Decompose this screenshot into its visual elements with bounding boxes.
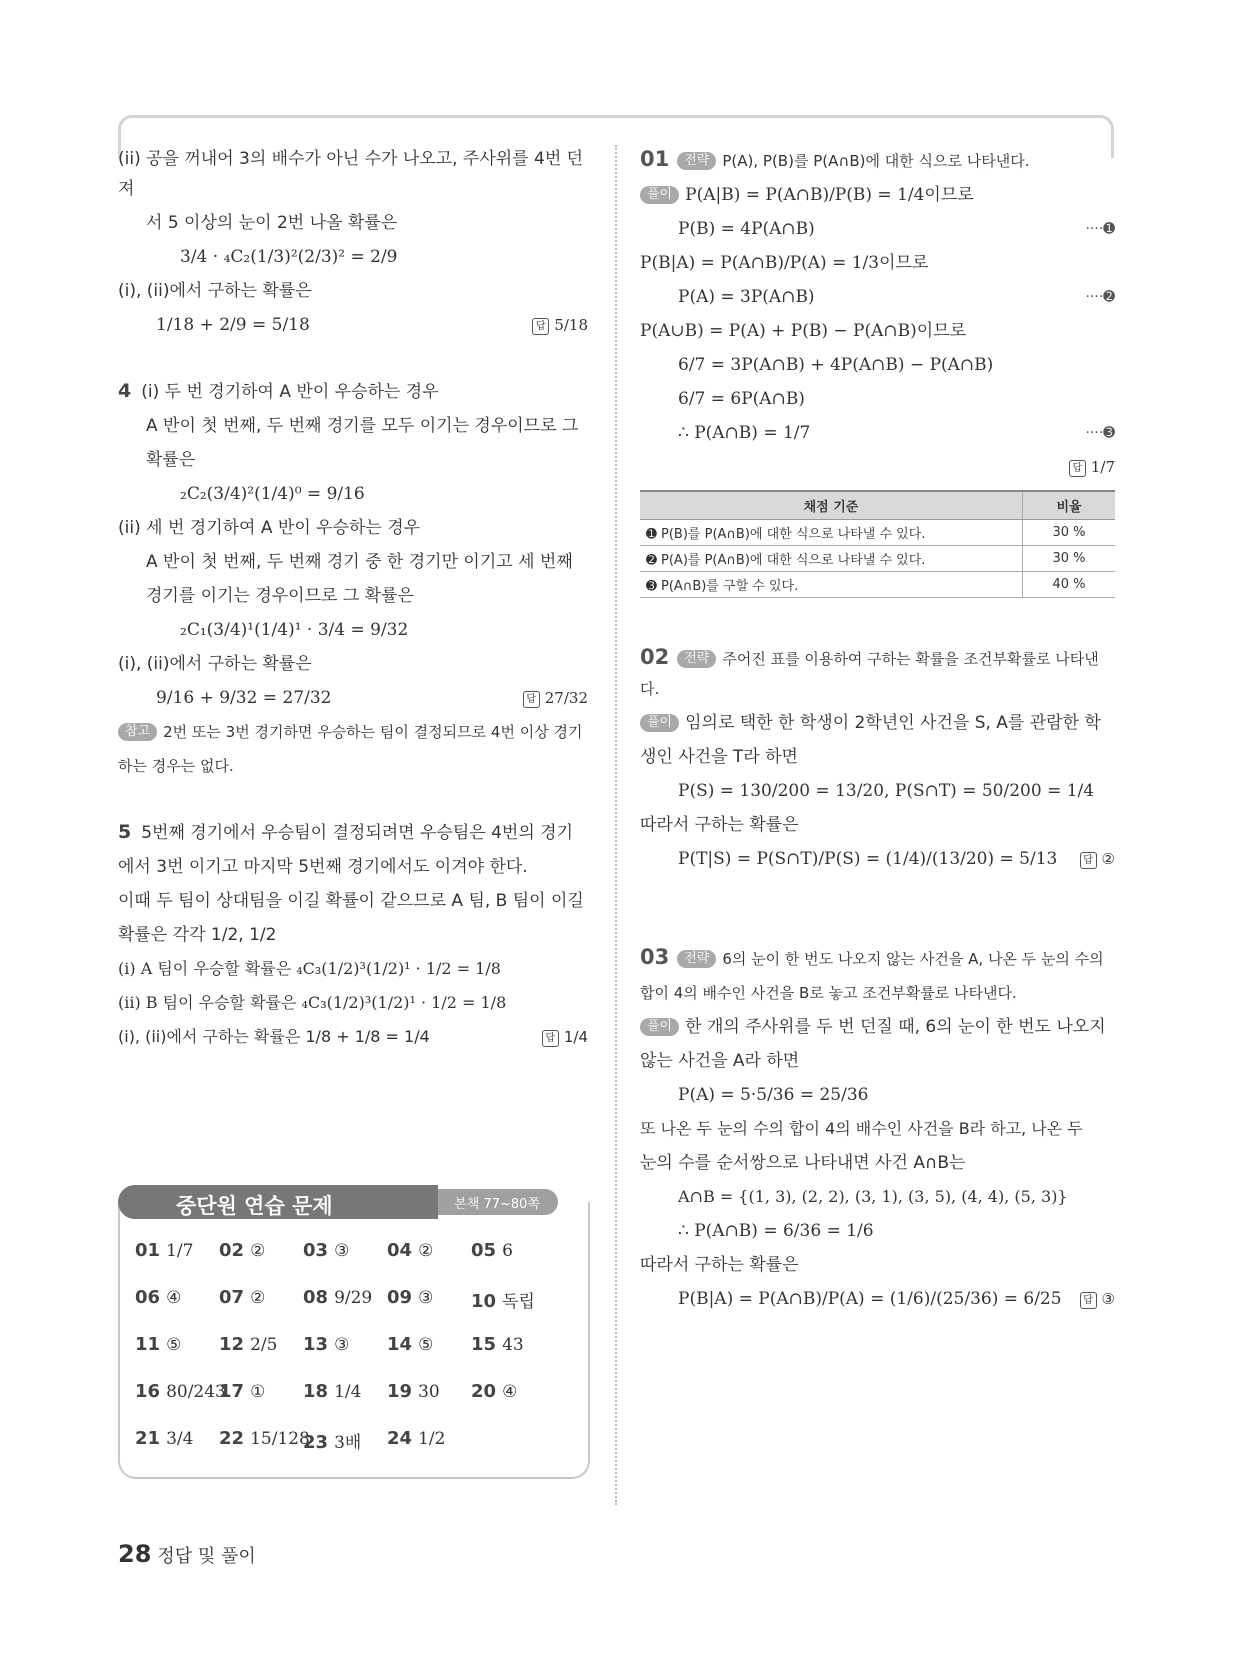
table-cell: ➌ P(A∩B)를 구할 수 있다. <box>640 572 1023 598</box>
formula-text: (i), (ii)에서 구하는 확률은 1/8 + 1/8 = 1/4 <box>118 1027 430 1046</box>
practice-answer-item <box>219 1334 305 1355</box>
practice-answer-item <box>471 1287 557 1312</box>
problem-number: 4 <box>118 380 132 402</box>
practice-item-number: 02 <box>219 1240 245 1261</box>
practice-item-answer: ① <box>250 1382 266 1402</box>
left-column <box>118 140 588 1056</box>
text-line: 에서 3번 이기고 마지막 5번째 경기에서도 이겨야 한다. <box>118 857 528 877</box>
practice-answer-item <box>303 1334 389 1355</box>
formula-text: P(A|B) = P(A∩B)/P(B) = 1/4이므로 <box>685 185 974 205</box>
strategy-text: 주어진 표를 이용하여 구하는 확률을 조건부확률로 나타낸다. <box>640 650 1099 698</box>
practice-item-answer: ② <box>250 1288 266 1308</box>
formula <box>640 1284 1115 1314</box>
answer-mark-icon: 답 <box>1069 460 1086 477</box>
practice-title-bar <box>118 1185 438 1219</box>
answer <box>1080 844 1115 874</box>
practice-answer-item <box>303 1381 389 1402</box>
strategy-tag: 전략 <box>677 950 716 968</box>
practice-item-number: 08 <box>303 1287 329 1308</box>
practice-item-answer: 3배 <box>334 1433 362 1453</box>
text-content: 임의로 택한 한 학생이 2학년인 사건을 S, A를 관람한 학 <box>685 713 1101 733</box>
table-header: 비율 <box>1023 491 1116 520</box>
text-line <box>640 1012 1115 1042</box>
answer-mark-icon: 답 <box>1080 1292 1097 1309</box>
table-cell: 30 % <box>1023 546 1116 572</box>
practice-answer-item <box>219 1287 305 1308</box>
note <box>118 717 588 747</box>
formula: ₂C₁(3/4)¹(1/4)¹ · 3/4 = 9/32 <box>180 620 409 640</box>
strategy-tag: 전략 <box>677 152 716 170</box>
page-footer <box>118 1540 256 1568</box>
formula: A∩B = {(1, 3), (2, 2), (3, 1), (3, 5), (4, 4), (5, 3)} <box>678 1187 1068 1206</box>
text-line: 또 나온 두 눈의 수의 합이 4의 배수인 사건을 B라 하고, 나온 두 <box>640 1119 1083 1138</box>
strategy-text: 6의 눈이 한 번도 나오지 않는 사건을 A, 나온 두 눈의 수의 <box>722 950 1104 968</box>
practice-item-answer: 30 <box>418 1382 440 1402</box>
practice-answer-item <box>303 1428 389 1453</box>
practice-answer-item <box>219 1428 310 1449</box>
strategy-tag: 전략 <box>677 650 716 668</box>
practice-item-number: 23 <box>303 1432 329 1453</box>
practice-item-number: 04 <box>387 1240 413 1261</box>
table-cell: 40 % <box>1023 572 1116 598</box>
formula-text: 9/16 + 9/32 = 27/32 <box>156 688 332 708</box>
table-cell: ➋ P(A)를 P(A∩B)에 대한 식으로 나타낼 수 있다. <box>640 546 1023 572</box>
solution-tag: 풀이 <box>640 186 679 204</box>
practice-item-answer: ⑤ <box>418 1335 434 1355</box>
footer-label: 정답 및 풀이 <box>157 1546 256 1567</box>
practice-item-answer: ③ <box>418 1288 434 1308</box>
formula <box>640 180 1115 210</box>
practice-answer-item <box>219 1381 305 1402</box>
practice-item-answer: ③ <box>334 1335 350 1355</box>
practice-answer-item <box>471 1381 557 1402</box>
practice-answer-item <box>135 1428 221 1449</box>
table-row <box>640 572 1115 598</box>
answer <box>542 1022 588 1052</box>
practice-answer-item <box>303 1287 389 1308</box>
text-line: 따라서 구하는 확률은 <box>640 815 799 835</box>
practice-item-answer: ④ <box>502 1382 518 1402</box>
answer-value: 5/18 <box>554 316 588 334</box>
solution-tag: 풀이 <box>640 1018 679 1036</box>
text-line: 눈의 수를 순서쌍으로 나타내면 사건 A∩B는 <box>640 1153 966 1173</box>
formula <box>640 418 1115 448</box>
answer-value: 1/4 <box>563 1028 588 1046</box>
step-ref: ····➊ <box>1085 221 1115 237</box>
formula: 6/7 = 3P(A∩B) + 4P(A∩B) − P(A∩B) <box>678 355 994 375</box>
formula: P(B|A) = P(A∩B)/P(A) = 1/3이므로 <box>640 253 929 273</box>
text-line: (i), (ii)에서 구하는 확률은 <box>118 281 312 301</box>
formula <box>118 310 588 340</box>
practice-answer-item <box>135 1381 226 1402</box>
answer-mark-icon: 답 <box>1080 852 1097 869</box>
practice-header <box>118 1185 558 1219</box>
formula: 3/4 · ₄C₂(1/3)²(2/3)² = 2/9 <box>180 247 398 267</box>
text-line: 5번째 경기에서 우승팀이 결정되려면 우승팀은 4번의 경기 <box>141 823 573 843</box>
formula: P(A) = 5·5/36 = 25/36 <box>678 1085 869 1105</box>
practice-answer-item <box>387 1240 473 1261</box>
practice-item-number: 10 <box>471 1291 497 1312</box>
note-text: 하는 경우는 없다. <box>118 757 234 775</box>
practice-item-answer: 15/128 <box>250 1429 310 1449</box>
practice-item-number: 21 <box>135 1428 161 1449</box>
table-header: 채점 기준 <box>640 491 1023 520</box>
practice-item-answer: ⑤ <box>166 1335 182 1355</box>
practice-item-number: 05 <box>471 1240 497 1261</box>
practice-item-number: 14 <box>387 1334 413 1355</box>
answer <box>1069 452 1115 482</box>
practice-item-number: 17 <box>219 1381 245 1402</box>
table-row <box>640 546 1115 572</box>
practice-answer-item <box>135 1334 221 1355</box>
text-line: 확률은 각각 1/2, 1/2 <box>118 925 277 945</box>
practice-answer-item <box>387 1381 473 1402</box>
practice-item-number: 22 <box>219 1428 245 1449</box>
formula-text: P(T|S) = P(S∩T)/P(S) = (1/4)/(13/20) = 5/13 <box>678 849 1058 869</box>
practice-item-number: 09 <box>387 1287 413 1308</box>
strategy-text: 합이 4의 배수인 사건을 B로 놓고 조건부확률로 나타낸다. <box>640 984 1017 1002</box>
text-content: 한 개의 주사위를 두 번 던질 때, 6의 눈이 한 번도 나오지 <box>685 1017 1106 1037</box>
problem-4 <box>118 376 588 407</box>
practice-item-number: 01 <box>135 1240 161 1261</box>
answer <box>1080 1284 1115 1314</box>
practice-item-answer: 2/5 <box>250 1335 278 1355</box>
practice-answer-item <box>219 1240 305 1261</box>
answer-value: 1/7 <box>1090 458 1115 476</box>
practice-title: 중단원 연습 문제 <box>176 1194 333 1218</box>
text-line: 따라서 구하는 확률은 <box>640 1255 799 1275</box>
practice-ref: 본책 77~80쪽 <box>454 1197 540 1212</box>
practice-item-number: 13 <box>303 1334 329 1355</box>
formula: (i) A 팀이 우승할 확률은 ₄C₃(1/2)³(1/2)¹ · 1/2 = 1/8 <box>118 959 501 978</box>
answer-value: ③ <box>1101 1290 1115 1308</box>
practice-item-number: 15 <box>471 1334 497 1355</box>
formula-text: P(B|A) = P(A∩B)/P(A) = (1/6)/(25/36) = 6/25 <box>678 1289 1062 1309</box>
practice-answer-item <box>135 1240 221 1261</box>
formula-text: 1/18 + 2/9 = 5/18 <box>156 315 310 335</box>
note-tag: 참고 <box>118 723 157 741</box>
right-column <box>640 140 1115 1318</box>
practice-item-answer: ④ <box>166 1288 182 1308</box>
answer-mark-icon: 답 <box>542 1030 559 1047</box>
problem-number: 5 <box>118 821 132 843</box>
answer <box>532 310 588 340</box>
practice-item-number: 06 <box>135 1287 161 1308</box>
practice-item-answer: 1/2 <box>418 1429 446 1449</box>
text-line: 않는 사건을 A라 하면 <box>640 1051 800 1071</box>
text-line: A 반이 첫 번째, 두 번째 경기 중 한 경기만 이기고 세 번째 <box>146 552 573 572</box>
text-line: (ii) 세 번 경기하여 A 반이 우승하는 경우 <box>118 518 421 538</box>
problem-5 <box>118 817 588 848</box>
practice-item-number: 20 <box>471 1381 497 1402</box>
solution-01-header <box>640 144 1115 176</box>
strategy-text: P(A), P(B)를 P(A∩B)에 대한 식으로 나타낸다. <box>722 152 1030 170</box>
practice-item-number: 18 <box>303 1381 329 1402</box>
practice-item-number: 19 <box>387 1381 413 1402</box>
practice-item-answer: ② <box>250 1241 266 1261</box>
practice-answer-item <box>387 1334 473 1355</box>
formula: P(A∪B) = P(A) + P(B) − P(A∩B)이므로 <box>640 321 967 341</box>
formula: 6/7 = 6P(A∩B) <box>678 389 805 409</box>
solution-tag: 풀이 <box>640 714 679 732</box>
formula <box>640 282 1115 312</box>
question-number: 03 <box>640 945 670 969</box>
solution-02-header <box>640 642 1115 704</box>
text-line: 이때 두 팀이 상대팀을 이길 확률이 같으므로 A 팀, B 팀이 이길 <box>118 891 584 911</box>
practice-item-answer: 80/243 <box>166 1382 226 1402</box>
text-line: (i) 두 번 경기하여 A 반이 우승하는 경우 <box>141 382 439 402</box>
answer-value: 27/32 <box>544 689 588 707</box>
practice-answer-item <box>387 1428 473 1449</box>
step-ref: ····➋ <box>1085 289 1115 305</box>
text-line: 확률은 <box>146 450 196 470</box>
question-number: 01 <box>640 147 670 171</box>
formula: ₂C₂(3/4)²(1/4)⁰ = 9/16 <box>180 484 365 504</box>
note-text: 2번 또는 3번 경기하면 우승하는 팀이 결정되므로 4번 이상 경기 <box>163 723 583 741</box>
table-cell: ➊ P(B)를 P(A∩B)에 대한 식으로 나타낼 수 있다. <box>640 520 1023 546</box>
text-line: 서 5 이상의 눈이 2번 나올 확률은 <box>146 213 398 233</box>
text-line: A 반이 첫 번째, 두 번째 경기를 모두 이기는 경우이므로 그 <box>146 416 579 436</box>
practice-answer-item <box>387 1287 473 1308</box>
practice-item-number: 07 <box>219 1287 245 1308</box>
practice-answer-item <box>471 1240 557 1261</box>
practice-item-number: 12 <box>219 1334 245 1355</box>
practice-item-answer: 1/7 <box>166 1241 194 1261</box>
answer-mark-icon: 답 <box>523 691 540 708</box>
answer-row <box>640 452 1115 482</box>
text-line: 생인 사건을 T라 하면 <box>640 747 798 767</box>
practice-item-number: 16 <box>135 1381 161 1402</box>
question-number: 02 <box>640 645 670 669</box>
scoring-table <box>640 490 1115 598</box>
answer-value: ② <box>1101 850 1115 868</box>
solution-03-header <box>640 942 1115 974</box>
formula: P(S) = 130/200 = 13/20, P(S∩T) = 50/200 = 1/4 <box>678 781 1095 801</box>
text-line: (ii) 공을 꺼내어 3의 배수가 아닌 수가 나오고, 주사위를 4번 던져 <box>118 149 584 199</box>
formula-text: P(B) = 4P(A∩B) <box>678 219 815 239</box>
practice-item-answer: 6 <box>502 1241 513 1261</box>
practice-item-answer: 3/4 <box>166 1429 194 1449</box>
practice-answer-item <box>471 1334 557 1355</box>
text-line: 경기를 이기는 경우이므로 그 확률은 <box>146 586 414 606</box>
table-row <box>640 520 1115 546</box>
practice-answer-item <box>135 1287 221 1308</box>
practice-item-answer: 43 <box>502 1335 524 1355</box>
practice-item-answer: 독립 <box>502 1292 535 1312</box>
practice-item-number: 11 <box>135 1334 161 1355</box>
page-number: 28 <box>118 1540 152 1568</box>
formula-text: ∴ P(A∩B) = 1/7 <box>678 423 811 443</box>
practice-answer-item <box>303 1240 389 1261</box>
text-line: (i), (ii)에서 구하는 확률은 <box>118 654 312 674</box>
formula-text: P(A) = 3P(A∩B) <box>678 287 815 307</box>
formula <box>118 1022 588 1052</box>
formula <box>640 214 1115 244</box>
table-cell: 30 % <box>1023 520 1116 546</box>
answer-mark-icon: 답 <box>532 318 549 335</box>
formula <box>640 844 1115 874</box>
text-line <box>640 708 1115 738</box>
practice-item-answer: ③ <box>334 1241 350 1261</box>
column-divider <box>615 145 617 1505</box>
formula: ∴ P(A∩B) = 6/36 = 1/6 <box>678 1221 874 1241</box>
practice-item-answer: ② <box>418 1241 434 1261</box>
practice-item-answer: 9/29 <box>334 1288 373 1308</box>
practice-item-number: 24 <box>387 1428 413 1449</box>
formula <box>118 683 588 713</box>
formula: (ii) B 팀이 우승할 확률은 ₄C₃(1/2)³(1/2)¹ · 1/2 = 1/8 <box>118 993 507 1012</box>
answer <box>523 683 588 713</box>
practice-item-answer: 1/4 <box>334 1382 362 1402</box>
practice-item-number: 03 <box>303 1240 329 1261</box>
step-ref: ····➌ <box>1085 425 1115 441</box>
